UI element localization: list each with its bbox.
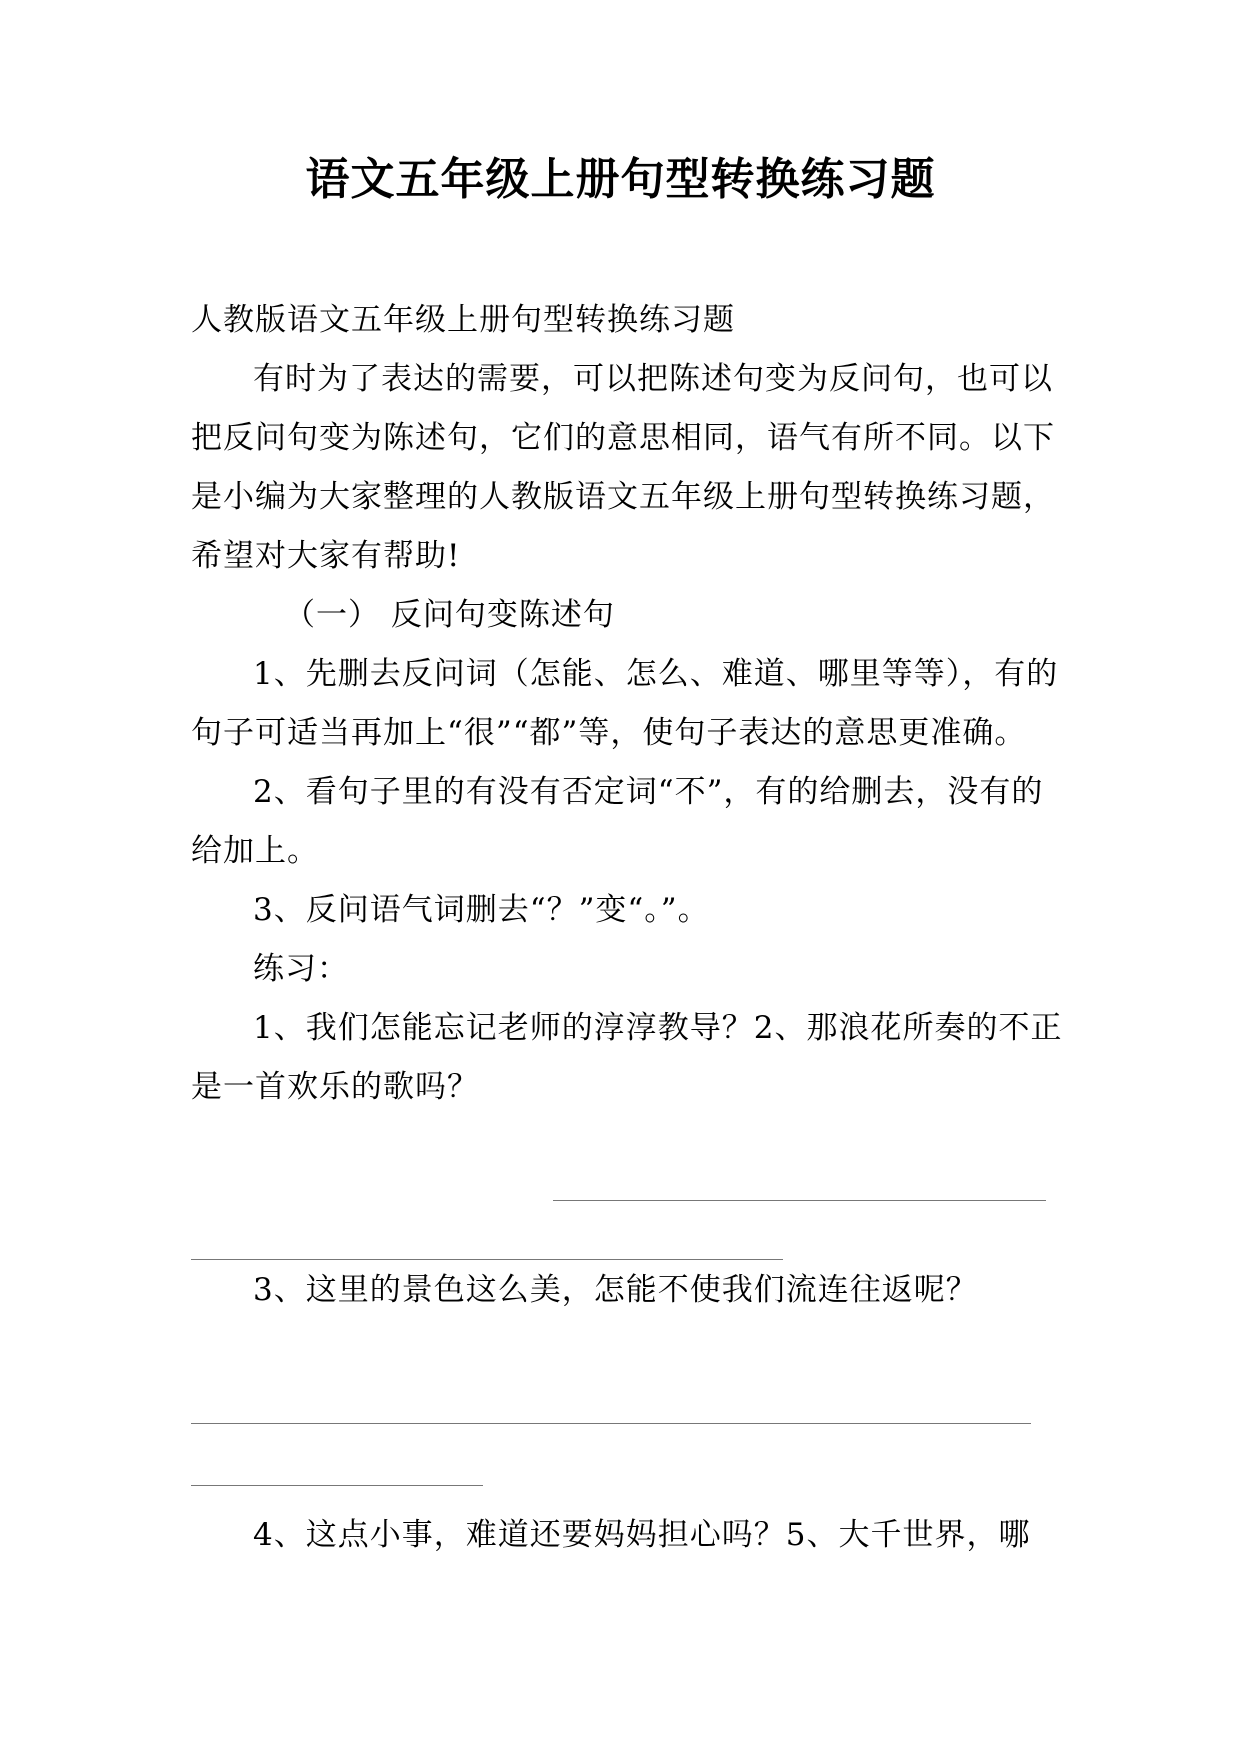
practice-label: 练习： [253, 951, 349, 987]
subtitle: 人教版语文五年级上册句型转换练习题 [191, 302, 735, 338]
intro-paragraph: 有时为了表达的需要，可以把陈述句变为反问句，也可以把反问句变为陈述句，它们的意思相同，语气有所不同。以下是小编为大家整理的人教版语文五年级上册句型转换练习题，希望对大家有帮助! [191, 361, 1055, 574]
exercise-item: 3、这里的景色这么美，怎能不使我们流连往返呢？ [253, 1272, 978, 1308]
document-title: 语文五年级上册句型转换练习题 [305, 154, 936, 205]
exercise-item: 4、这点小事，难道还要妈妈担心吗？5、大千世界，哪 [253, 1517, 1031, 1553]
answer-line [553, 1200, 1046, 1201]
exercise-block [191, 1506, 1071, 1565]
rule-item: 3、反问语气词删去“？”变“。”。 [253, 892, 710, 928]
document-body [191, 291, 1071, 1117]
exercise-block [191, 1261, 1071, 1320]
answer-line [191, 1259, 783, 1260]
section-heading: （一） 反问句变陈述句 [284, 597, 615, 633]
exercise-item: 1、我们怎能忘记老师的淳淳教导？2、那浪花所奏的不正是一首欢乐的歌吗？ [191, 1010, 1063, 1105]
rule-item: 2、看句子里的有没有否定词“不”，有的给删去，没有的给加上。 [191, 774, 1044, 869]
answer-line [191, 1485, 483, 1486]
answer-line [191, 1423, 1031, 1424]
rule-item: 1、先删去反问词（怎能、怎么、难道、哪里等等），有的句子可适当再加上“很”“都”等，使句子表达的意思更准确。 [191, 656, 1059, 751]
